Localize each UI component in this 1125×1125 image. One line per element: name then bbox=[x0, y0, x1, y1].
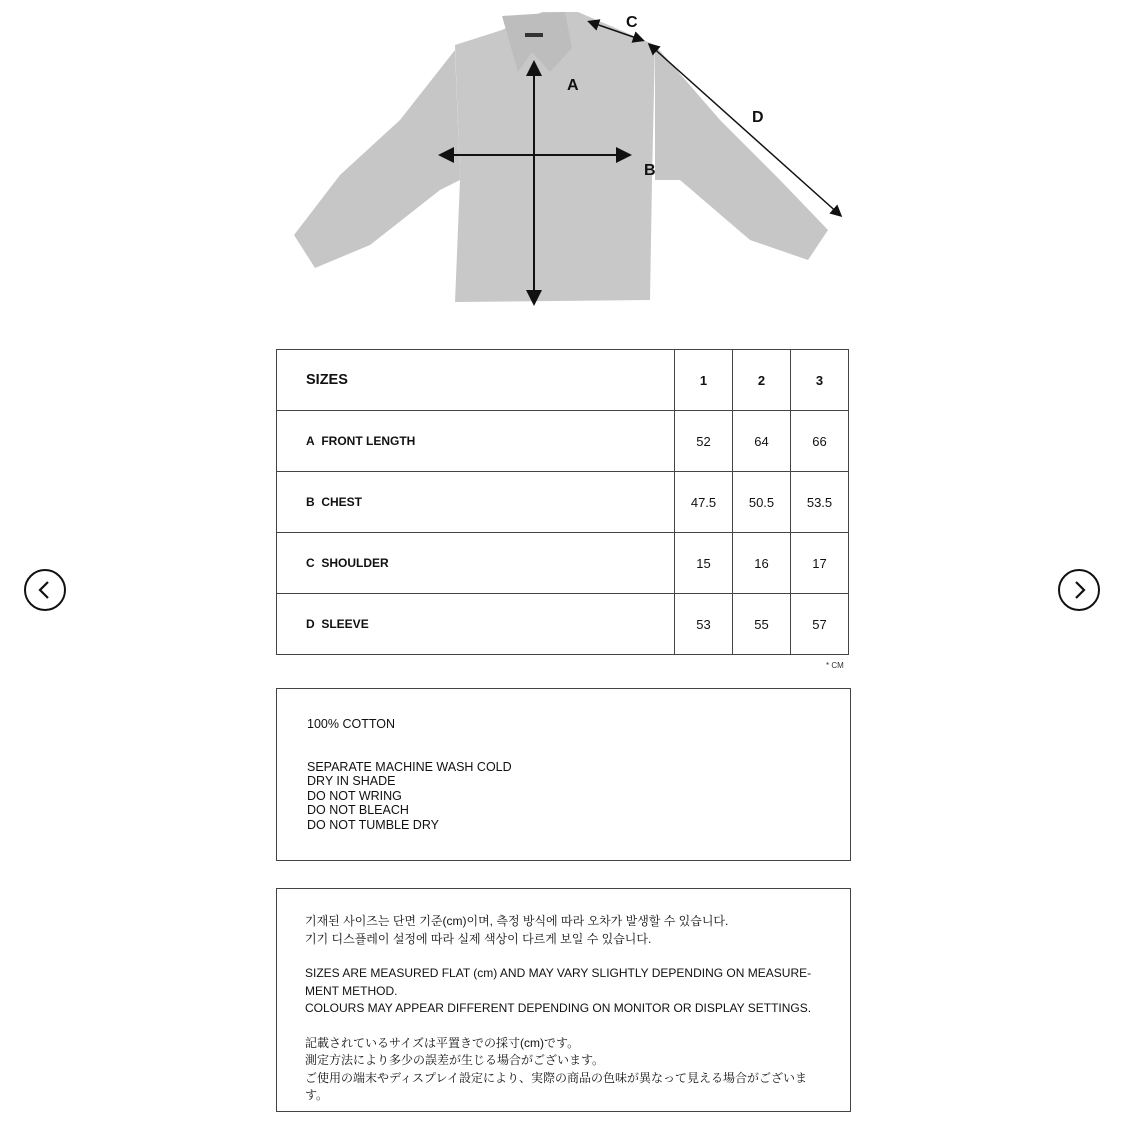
sizing-notice-box bbox=[276, 888, 851, 1112]
label-b: B bbox=[644, 162, 656, 179]
notice-english: SIZES ARE MEASURED FLAT (cm) AND MAY VARY SLIGHTLY DEPENDING ON MEASURE- MENT METHOD. COLOURS MAY APPEAR DIFFERENT DEPENDING ON MONITOR OR DISPLAY SETTINGS. bbox=[305, 966, 812, 1015]
row-name: SHOULDER bbox=[321, 556, 389, 570]
care-instruction: DO NOT WRING bbox=[307, 788, 402, 803]
table-cell: 15 bbox=[675, 533, 733, 594]
row-name: SLEEVE bbox=[321, 617, 369, 631]
table-cell: 57 bbox=[791, 594, 849, 655]
chevron-left-icon bbox=[34, 579, 56, 601]
care-instruction: SEPARATE MACHINE WASH COLD bbox=[307, 759, 512, 774]
row-key: D bbox=[306, 617, 315, 631]
garment-measurement-diagram bbox=[280, 0, 860, 310]
fabric-composition: 100% COTTON bbox=[307, 717, 395, 731]
table-row-chest bbox=[277, 472, 849, 533]
size-table bbox=[276, 349, 849, 655]
table-cell: 55 bbox=[733, 594, 791, 655]
row-key: C bbox=[306, 556, 315, 570]
table-header-row bbox=[277, 350, 849, 411]
table-cell: 50.5 bbox=[733, 472, 791, 533]
notice-korean: 기재된 사이즈는 단면 기준(cm)이며, 측정 방식에 따라 오차가 발생할 수 있습니다. 기기 디스플레이 설정에 따라 실제 색상이 다르게 보일 수 있습니다. bbox=[305, 914, 729, 946]
care-instruction: DO NOT BLEACH bbox=[307, 803, 409, 817]
table-row-sleeve bbox=[277, 594, 849, 655]
row-name: FRONT LENGTH bbox=[321, 434, 416, 448]
table-row-front-length bbox=[277, 411, 849, 472]
row-key: A bbox=[306, 434, 315, 448]
next-button[interactable] bbox=[1058, 569, 1100, 611]
label-a: A bbox=[567, 77, 579, 94]
table-cell: 17 bbox=[791, 533, 849, 594]
size-2-header: 2 bbox=[733, 350, 791, 411]
notice-japanese: 記載されているサイズは平置きでの採寸(cm)です。 測定方法により多少の誤差が生じる場合がございます。 ご使用の端末やディスプレイ設定により、実際の商品の色味が異なって見える場合がございます。 bbox=[305, 1035, 807, 1102]
unit-note: * CM bbox=[826, 661, 844, 670]
previous-button[interactable] bbox=[24, 569, 66, 611]
table-cell: 53 bbox=[675, 594, 733, 655]
size-3-header: 3 bbox=[791, 350, 849, 411]
chevron-right-icon bbox=[1068, 579, 1090, 601]
row-name: CHEST bbox=[321, 495, 363, 509]
label-c: C bbox=[626, 14, 638, 31]
table-cell: 53.5 bbox=[791, 472, 849, 533]
table-cell: 16 bbox=[733, 533, 791, 594]
table-cell: 64 bbox=[733, 411, 791, 472]
row-key: B bbox=[306, 495, 315, 509]
table-row-shoulder bbox=[277, 533, 849, 594]
care-instructions-box bbox=[276, 688, 851, 861]
label-d: D bbox=[752, 109, 764, 126]
table-cell: 47.5 bbox=[675, 472, 733, 533]
care-instruction: DO NOT TUMBLE DRY bbox=[307, 817, 439, 832]
table-cell: 52 bbox=[675, 411, 733, 472]
table-cell: 66 bbox=[791, 411, 849, 472]
care-instruction: DRY IN SHADE bbox=[307, 774, 396, 788]
shirt-illustration bbox=[294, 12, 828, 302]
sizes-header: SIZES bbox=[277, 350, 675, 411]
size-1-header: 1 bbox=[675, 350, 733, 411]
